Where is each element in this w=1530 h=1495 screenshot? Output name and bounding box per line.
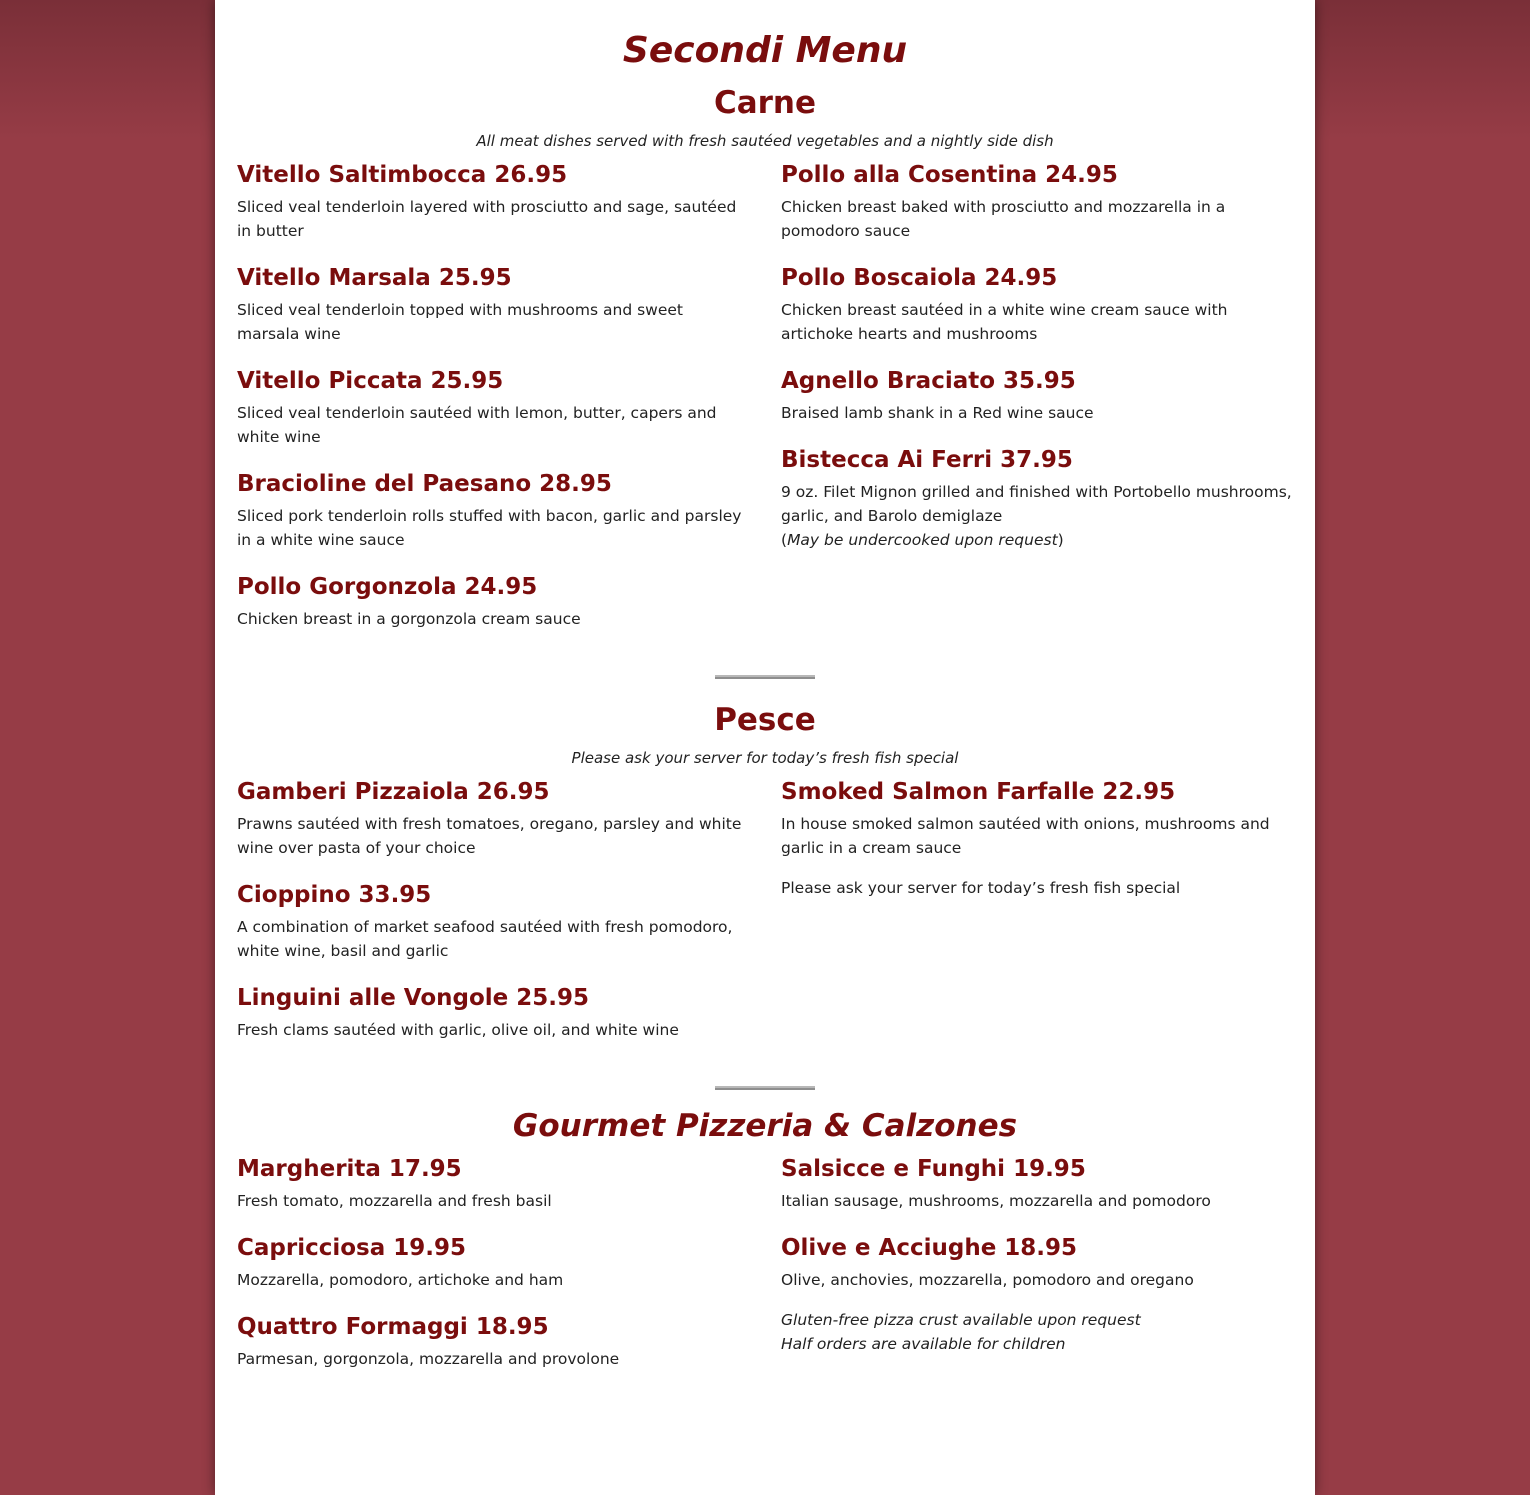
menu-item-name: Smoked Salmon Farfalle 22.95	[781, 779, 1176, 805]
menu-item-name: Salsicce e Funghi 19.95	[781, 1156, 1086, 1182]
menu-item	[781, 366, 1293, 425]
menu-item	[237, 1233, 749, 1292]
section-divider	[715, 675, 815, 679]
menu-item-description: Chicken breast in a gorgonzola cream sauce	[237, 610, 581, 628]
menu-item-name: Pollo alla Cosentina 24.95	[781, 162, 1118, 188]
carne-note: All meat dishes served with fresh sautéed vegetables and a nightly side dish	[476, 132, 1054, 150]
section-heading-pesce: Pesce	[714, 702, 816, 738]
menu-item	[237, 160, 749, 243]
menu-item-name: Pollo Boscaiola 24.95	[781, 265, 1058, 291]
menu-item	[781, 1233, 1293, 1292]
menu-item	[237, 777, 749, 860]
pesce-right-column	[781, 777, 1293, 1042]
menu-item-name: Olive e Acciughe 18.95	[781, 1235, 1078, 1261]
menu-item-description: Prawns sautéed with fresh tomatoes, oregano, parsley and white wine over pasta of your choice	[237, 815, 742, 857]
carne-left-column	[237, 160, 749, 631]
carne-right-column	[781, 160, 1293, 631]
note-open-paren: (	[781, 531, 788, 549]
section-heading-carne: Carne	[713, 85, 817, 121]
menu-item-description: Sliced pork tenderloin rolls stuffed with bacon, garlic and parsley in a white wine sauce	[237, 507, 742, 549]
menu-item-description: A combination of market seafood sautéed with fresh pomodoro, white wine, basil and garlic	[237, 918, 733, 960]
menu-item	[237, 880, 749, 963]
menu-item	[781, 263, 1293, 346]
menu-item	[237, 469, 749, 552]
menu-item	[237, 1154, 749, 1213]
menu-item-name: Bracioline del Paesano 28.95	[237, 471, 612, 497]
menu-item-description: Braised lamb shank in a Red wine sauce	[781, 404, 1094, 422]
menu-item-name: Margherita 17.95	[237, 1156, 462, 1182]
menu-item	[237, 366, 749, 449]
section-divider	[715, 1086, 815, 1090]
page-title: Secondi Menu	[622, 30, 908, 71]
menu-item-description: Italian sausage, mushrooms, mozzarella and pomodoro	[781, 1192, 1211, 1210]
menu-item-description: Sliced veal tenderloin topped with mushrooms and sweet marsala wine	[237, 301, 684, 343]
menu-item	[781, 160, 1293, 243]
menu-item-description: 9 oz. Filet Mignon grilled and finished with Portobello mushrooms, garlic, and Barolo demiglaze	[781, 483, 1292, 525]
pesce-columns	[237, 777, 1293, 1042]
menu-item-description: Chicken breast sautéed in a white wine cream sauce with artichoke hearts and mushrooms	[781, 301, 1228, 343]
menu-page	[215, 0, 1315, 1495]
menu-item	[781, 445, 1293, 552]
menu-item	[237, 983, 749, 1042]
menu-item	[781, 1154, 1293, 1213]
pizza-right-column	[781, 1154, 1293, 1371]
menu-item-name: Vitello Marsala 25.95	[237, 265, 512, 291]
menu-item-name: Pollo Gorgonzola 24.95	[237, 574, 538, 600]
gluten-free-note: Gluten-free pizza crust available upon request	[781, 1311, 1141, 1329]
menu-item-description: Chicken breast baked with prosciutto and mozzarella in a pomodoro sauce	[781, 198, 1226, 240]
menu-item	[237, 263, 749, 346]
menu-item-name: Cioppino 33.95	[237, 882, 432, 908]
undercooked-note	[781, 528, 1293, 552]
carne-columns	[237, 160, 1293, 631]
pizza-left-column	[237, 1154, 749, 1371]
menu-item-description: In house smoked salmon sautéed with onions, mushrooms and garlic in a cream sauce	[781, 815, 1270, 857]
menu-item-name: Vitello Piccata 25.95	[237, 368, 504, 394]
note-close-paren: )	[1057, 531, 1064, 549]
menu-item	[237, 1312, 749, 1371]
menu-item-name: Agnello Braciato 35.95	[781, 368, 1076, 394]
menu-item-description: Mozzarella, pomodoro, artichoke and ham	[237, 1271, 564, 1289]
section-heading-pizzeria: Gourmet Pizzeria & Calzones	[512, 1108, 1018, 1144]
menu-item-name: Capricciosa 19.95	[237, 1235, 467, 1261]
menu-item-name: Linguini alle Vongole 25.95	[237, 985, 590, 1011]
menu-item-description: Sliced veal tenderloin sautéed with lemon, butter, capers and white wine	[237, 404, 717, 446]
menu-item-description: Fresh clams sautéed with garlic, olive oil, and white wine	[237, 1021, 679, 1039]
menu-item-name: Gamberi Pizzaiola 26.95	[237, 779, 550, 805]
pizza-notes	[781, 1308, 1293, 1356]
menu-item-description: Parmesan, gorgonzola, mozzarella and provolone	[237, 1350, 620, 1368]
menu-item-description: Fresh tomato, mozzarella and fresh basil	[237, 1192, 552, 1210]
pizza-columns	[237, 1154, 1293, 1371]
menu-item-name: Quattro Formaggi 18.95	[237, 1314, 549, 1340]
fish-special-note: Please ask your server for today’s fresh fish special	[781, 879, 1181, 897]
undercooked-note-text: May be undercooked upon request	[787, 531, 1058, 549]
pesce-left-column	[237, 777, 749, 1042]
menu-item	[237, 572, 749, 631]
menu-item-description: Sliced veal tenderloin layered with prosciutto and sage, sautéed in butter	[237, 198, 737, 240]
menu-item-name: Bistecca Ai Ferri 37.95	[781, 447, 1073, 473]
menu-item-description: Olive, anchovies, mozzarella, pomodoro and oregano	[781, 1271, 1194, 1289]
half-orders-note: Half orders are available for children	[781, 1335, 1066, 1353]
menu-item	[781, 777, 1293, 860]
pesce-note: Please ask your server for today’s fresh fish special	[571, 749, 959, 767]
menu-item-name: Vitello Saltimbocca 26.95	[237, 162, 568, 188]
